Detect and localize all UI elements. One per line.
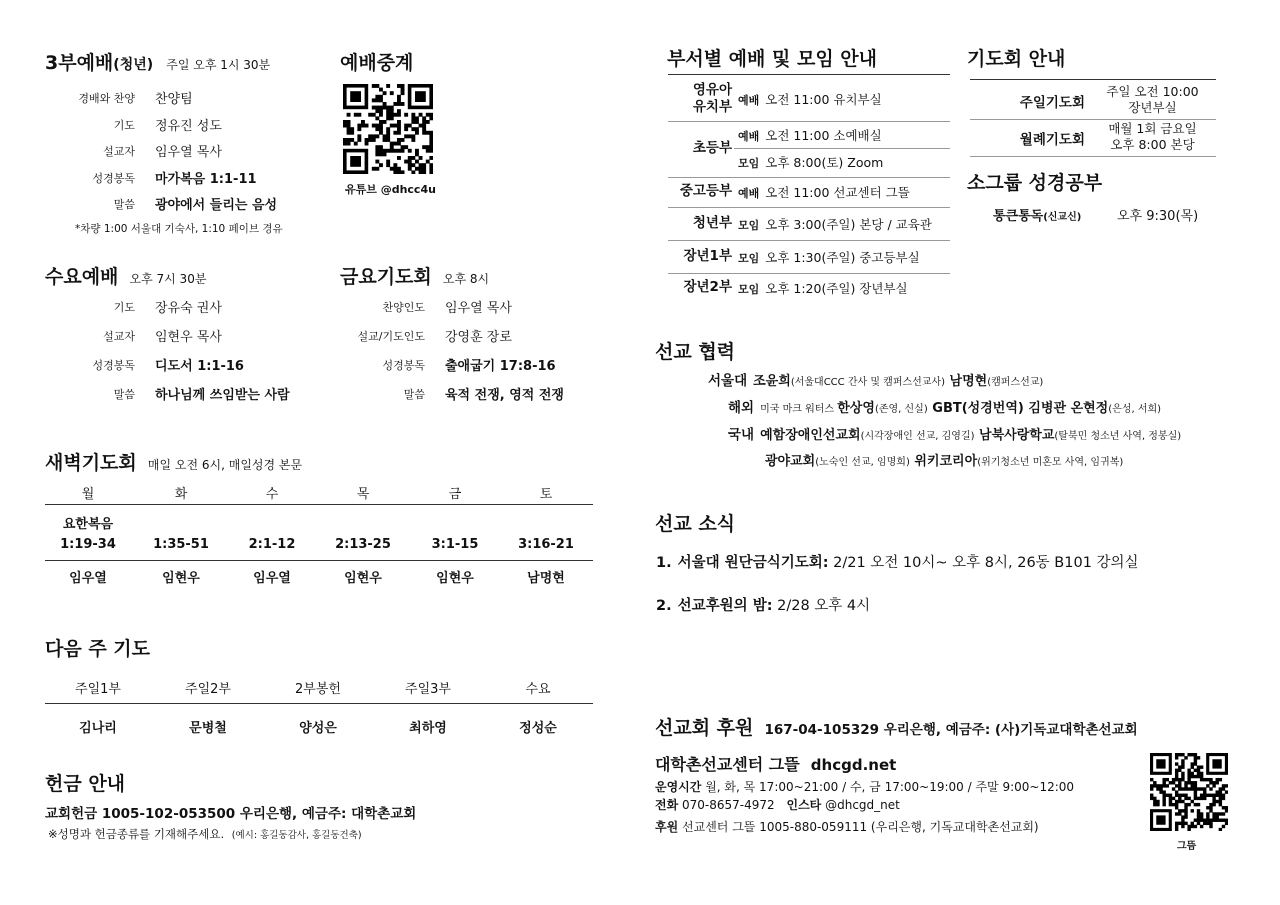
mission-coop-partner: 예함장애인선교회 <box>760 428 861 443</box>
broadcast-title: 예배중계 <box>340 52 414 74</box>
department-divider <box>668 121 950 122</box>
friday-value: 육적 전쟁, 영적 전쟁 <box>445 388 564 403</box>
center-support: 선교센터 그뜰 1005-880-059111 (우리은행, 기독교대학촌선교회) <box>682 820 1039 834</box>
mission-news-title: 선교 소식 <box>655 513 736 535</box>
department-item-text: 오후 1:20(주일) 장년부실 <box>765 281 908 296</box>
department-divider <box>668 207 950 208</box>
mission-support-line <box>655 713 1138 740</box>
wednesday-value: 장유숙 권사 <box>155 301 222 316</box>
mission-coop-partner: 위키코리아 <box>909 454 978 469</box>
department-item-tag: 모임 <box>738 218 760 232</box>
offering-note-example: (예시: 홍길동감사, 홍길동건축) <box>231 830 362 841</box>
mission-coop-detail: (캠퍼스선교) <box>987 377 1044 388</box>
department-item-text: 오후 3:00(주일) 본당 / 교육관 <box>765 216 932 232</box>
service3-label: 경배와 찬양 <box>78 92 135 105</box>
departments-title: 부서별 예배 및 모임 안내 <box>667 48 877 70</box>
center-phone: 070-8657-4972 <box>682 798 775 812</box>
mission-news-headline: 선교후원의 밤: <box>677 598 773 614</box>
center-title: 대학촌선교센터 그뜰 <box>655 755 800 774</box>
mission-news-num: 1. <box>656 555 672 571</box>
wednesday-label: 기도 <box>113 301 135 314</box>
service3-title-paren: (청년) <box>113 57 154 73</box>
dawn-leader: 임우열 <box>69 571 107 586</box>
wednesday-value: 하나님께 쓰임받는 사람 <box>155 388 290 403</box>
department-item-tag: 예배 <box>738 93 760 107</box>
center-phone-label: 전화 <box>655 798 679 812</box>
offering-account: 교회헌금 1005-102-053500 우리은행, 예금주: 대학촌교회 <box>45 806 417 822</box>
dawn-passage: 1:35-51 <box>153 537 209 552</box>
prayer-meeting-place: 장년부실 <box>1128 100 1177 115</box>
mission-support-account: 167-04-105329 우리은행, 예금주: (사)기독교대학촌선교회 <box>764 722 1138 738</box>
department-item-tag: 모임 <box>738 251 760 265</box>
small-group-row <box>993 205 1081 224</box>
dawn-leader: 임우열 <box>253 571 291 586</box>
department-item <box>738 90 882 108</box>
dawn-divider <box>45 560 593 561</box>
dawn-leader: 임현우 <box>436 571 474 586</box>
dawn-day: 화 <box>174 487 188 502</box>
next-prayer-slot: 주일3부 <box>405 682 451 697</box>
center-qr-caption: 그뜸 <box>1177 841 1197 852</box>
mission-coop-detail: (시각장애인 선교, 김영길) <box>860 431 975 442</box>
department-item-text: 오후 8:00(토) Zoom <box>765 155 884 170</box>
dawn-leader: 임현우 <box>162 571 200 586</box>
mission-support-title: 선교회 후원 <box>655 717 754 739</box>
mission-news-item <box>656 551 1139 572</box>
department-item <box>738 126 882 144</box>
department-item <box>738 215 932 233</box>
mission-news-detail: 2/28 오후 4시 <box>772 598 871 614</box>
prayer-meeting-time: 매월 1회 금요일 <box>1108 121 1197 136</box>
wednesday-time: 오후 7시 30분 <box>129 272 207 286</box>
mission-coop-line <box>728 396 1161 416</box>
dawn-leader: 임현우 <box>344 571 382 586</box>
service3-label: 성경봉독 <box>92 171 135 185</box>
next-prayer-slot: 2부봉헌 <box>295 682 341 697</box>
service3-value: 광야에서 들리는 음성 <box>155 198 278 213</box>
department-item-text: 오전 11:00 유치부실 <box>765 91 882 107</box>
service3-label: 기도 <box>113 118 135 132</box>
department-item <box>738 248 920 266</box>
service3-note: *차량 1:00 서울대 기숙사, 1:10 페이브 경유 <box>75 223 283 235</box>
prayer-meeting-place: 오후 8:00 본당 <box>1110 137 1195 152</box>
department-divider <box>668 273 950 274</box>
department-top-rule <box>668 74 950 75</box>
mission-news-detail: 2/21 오전 10시~ 오후 8시, 26동 B101 강의실 <box>828 555 1139 571</box>
next-prayer-name: 최하영 <box>409 721 447 736</box>
mission-coop-detail: (은성, 서희) <box>1108 404 1162 415</box>
dawn-heading <box>45 448 302 475</box>
service3-value: 마가복음 1:1-11 <box>155 171 257 187</box>
department-name: 장년1부 <box>683 247 732 264</box>
mission-coop-partner: GBT(성경번역) 김병관 온현정 <box>927 401 1109 416</box>
small-group-title: 소그룹 성경공부 <box>967 172 1103 194</box>
wednesday-value: 디도서 1:1-16 <box>155 359 244 374</box>
service3-time: 주일 오후 1시 30분 <box>166 58 271 72</box>
friday-label: 성경봉독 <box>382 359 425 372</box>
department-subdivider <box>734 148 950 149</box>
mission-news-num: 2. <box>656 598 672 614</box>
center-heading <box>655 752 896 775</box>
dawn-passage: 2:1-12 <box>248 537 296 552</box>
department-item-tag: 예배 <box>738 187 760 200</box>
friday-value: 임우열 목사 <box>445 301 512 316</box>
mission-coop-partner: 남북사랑학교 <box>974 428 1055 443</box>
next-prayer-slot: 주일2부 <box>185 682 231 697</box>
department-name: 영유아 유치부 <box>692 81 732 115</box>
next-prayer-slot: 수요 <box>525 682 551 697</box>
center-support-label: 후원 <box>655 820 679 834</box>
wednesday-label: 설교자 <box>103 330 135 343</box>
department-item-tag: 예배 <box>738 130 760 143</box>
mission-news-item <box>656 594 870 615</box>
dawn-passage: 1:19-34 <box>60 537 116 552</box>
offering-note: ※성명과 헌금종류를 기재해주세요. <box>48 827 225 841</box>
department-item-tag: 모임 <box>738 283 760 296</box>
broadcast-qr-code <box>343 84 433 174</box>
next-prayer-title: 다음 주 기도 <box>45 638 150 660</box>
wednesday-label: 말씀 <box>113 388 135 401</box>
department-item-text: 오전 11:00 선교센터 그뜰 <box>765 185 910 200</box>
center-qr-code <box>1150 753 1228 831</box>
center-hours-line <box>655 778 1074 795</box>
mission-coop-detail: (탈북민 청소년 사역, 정봉실) <box>1054 431 1182 442</box>
friday-label: 말씀 <box>403 388 425 401</box>
next-prayer-name: 양성은 <box>299 721 337 736</box>
service3-title: 3부예배 <box>45 52 114 74</box>
dawn-day: 월 <box>81 487 95 502</box>
dawn-passage: 2:13-25 <box>335 537 391 552</box>
mission-coop-detail: 미국 마크 워터스 <box>760 404 838 415</box>
service3-label: 설교자 <box>103 145 135 158</box>
department-name: 중고등부 <box>679 183 732 199</box>
mission-coop-detail: (위기청소년 미혼모 사역, 임귀복) <box>977 457 1124 468</box>
department-item-tag: 모임 <box>738 157 760 170</box>
prayer-meeting-name: 월례기도회 <box>1019 132 1085 148</box>
dawn-divider <box>45 504 593 505</box>
service3-label: 말씀 <box>113 198 135 211</box>
next-prayer-name: 김나리 <box>79 721 117 736</box>
department-item <box>738 183 910 201</box>
center-support-line <box>655 818 1039 835</box>
department-divider <box>668 240 950 241</box>
mission-coop-detail: (존영, 신실) <box>874 404 928 415</box>
prayer-meeting-time: 주일 오전 10:00 <box>1106 84 1199 99</box>
next-prayer-slot: 주일1부 <box>75 682 121 697</box>
service3-value: 정유진 성도 <box>155 118 222 134</box>
mission-coop-region: 해외 <box>728 400 755 416</box>
dawn-passage: 3:16-21 <box>518 537 574 552</box>
next-prayer-name: 정성순 <box>519 721 557 736</box>
next-prayer-divider <box>45 703 593 704</box>
department-name: 청년부 <box>692 214 732 231</box>
mission-coop-partner: 남명현 <box>945 374 988 389</box>
dawn-day: 금 <box>448 487 462 502</box>
small-group-time: 오후 9:30(목) <box>1117 209 1199 224</box>
department-item <box>738 153 883 171</box>
friday-value: 강영훈 장로 <box>445 330 512 345</box>
service3-value: 임우열 목사 <box>155 145 222 160</box>
mission-coop-detail: (서울대CCC 간사 및 캠퍼스선교사) <box>790 377 946 388</box>
mission-coop-region: 서울대 <box>708 373 748 389</box>
friday-title: 금요기도회 <box>340 266 432 288</box>
mission-coop-partner: 한상영 <box>837 401 875 416</box>
wednesday-value: 임현우 목사 <box>155 330 222 345</box>
broadcast-caption: 유튜브 @dhcc4u <box>345 183 436 196</box>
friday-label: 설교/기도인도 <box>357 330 425 343</box>
prayer-top-rule <box>970 79 1216 80</box>
dawn-subtitle: 매일 오전 6시, 매일성경 본문 <box>147 458 303 472</box>
friday-heading <box>340 262 489 289</box>
prayer-meeting-name: 주일기도회 <box>1019 95 1085 111</box>
center-insta-label: 인스타 <box>786 798 822 812</box>
dawn-title: 새벽기도회 <box>45 452 137 474</box>
dawn-book: 요한복음 <box>62 517 114 532</box>
mission-coop-detail: (노숙인 선교, 임명희) <box>815 457 910 468</box>
offering-note-line <box>48 826 362 842</box>
center-hours-label: 운영시간 <box>655 780 702 794</box>
department-divider <box>668 177 950 178</box>
mission-coop-partner: 광야교회 <box>765 454 816 469</box>
service3-value: 찬양팀 <box>155 92 193 107</box>
friday-time: 오후 8시 <box>442 272 490 286</box>
mission-coop-region: 국내 <box>728 427 755 443</box>
department-item <box>738 279 908 297</box>
dawn-passage: 3:1-15 <box>431 537 479 552</box>
department-name: 초등부 <box>692 140 732 156</box>
department-item-text: 오후 1:30(주일) 중고등부실 <box>765 249 920 265</box>
friday-label: 찬양인도 <box>382 301 425 314</box>
wednesday-heading <box>45 262 206 289</box>
friday-value: 출애굽기 17:8-16 <box>445 359 556 374</box>
mission-coop-line <box>708 369 1043 389</box>
center-hours: 월, 화, 목 17:00~21:00 / 수, 금 17:00~19:00 / 주말 9:00~12:00 <box>705 780 1075 794</box>
dawn-day: 목 <box>356 487 370 502</box>
center-insta: @dhcgd_net <box>825 798 900 812</box>
mission-news-headline: 서울대 원단금식기도회: <box>677 555 829 571</box>
prayer-divider <box>970 156 1216 157</box>
service3-heading <box>45 48 270 75</box>
small-group-name: 통큰통독 <box>993 209 1044 224</box>
department-item-text: 오전 11:00 소예배실 <box>765 128 882 143</box>
mission-coop-title: 선교 협력 <box>655 341 736 363</box>
next-prayer-name: 문병철 <box>189 721 227 736</box>
prayer-meetings-title: 기도회 안내 <box>967 48 1066 70</box>
center-url[interactable]: dhcgd.net <box>810 756 897 774</box>
mission-coop-line <box>765 450 1123 469</box>
dawn-day: 토 <box>539 487 553 502</box>
department-name: 장년2부 <box>683 279 732 295</box>
wednesday-title: 수요예배 <box>45 266 119 288</box>
offering-title: 헌금 안내 <box>45 773 126 795</box>
wednesday-label: 성경봉독 <box>92 359 135 372</box>
mission-coop-partner: 조윤희 <box>753 374 791 389</box>
mission-coop-line <box>728 423 1181 443</box>
small-group-name-paren: (신교신) <box>1043 212 1082 223</box>
dawn-leader: 남명현 <box>527 571 565 586</box>
dawn-day: 수 <box>265 487 279 502</box>
center-contact-line <box>655 796 900 813</box>
